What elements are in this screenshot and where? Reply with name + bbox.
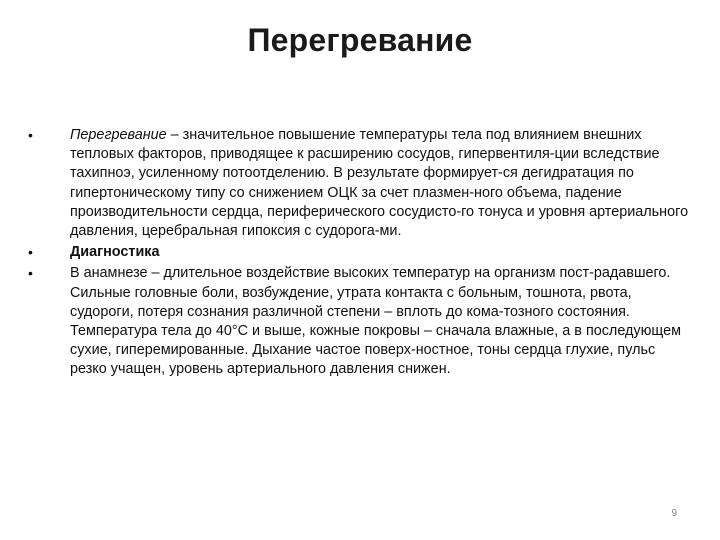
bullet-item-diagnostics — [28, 243, 692, 262]
bullet-list — [28, 126, 692, 382]
bullet-item-anamnesis — [28, 264, 692, 379]
bullet-icon: • — [28, 244, 33, 261]
anamnesis-text: В анамнезе – длительное воздействие высоких температур на организм пост-радавшего. Сильные головные боли, возбуждение, утрата контакта с больным, тошнота, рвота, судороги, потеря сознания различной степени – вплоть до кома-тозного состояния. Температура тела до 40°С и выше, кожные покровы – сначала влажные, а в последующем сухие, гиперемированные. Дыхание частое поверх-ностное, тоны сердца глухие, пульс резко учащен, уровень артериального давления снижен. — [70, 265, 681, 378]
definition-term: Перегревание — [70, 127, 167, 143]
bullet-item-definition — [28, 126, 692, 241]
page-number: 9 — [671, 508, 677, 519]
slide-title: Перегревание — [247, 22, 473, 58]
bullet-icon: • — [28, 265, 33, 282]
definition-text: – значительное повышение температуры тела под влиянием внешних тепловых факторов, приводящее к расширению сосудов, гипервентиля-ции вследствие тахипноэ, усиленному потоотделению. В результате формирует-ся дегидратация по гипертоническому типу со снижением ОЦК за счет плазмен-ного объема, падение производительности сердца, периферического сосудисто-го тонуса и уровня артериального давления, церебральная гипоксия с судорога-ми. — [70, 127, 689, 240]
bullet-icon: • — [28, 127, 33, 143]
diagnostics-heading: Диагностика — [70, 244, 160, 261]
